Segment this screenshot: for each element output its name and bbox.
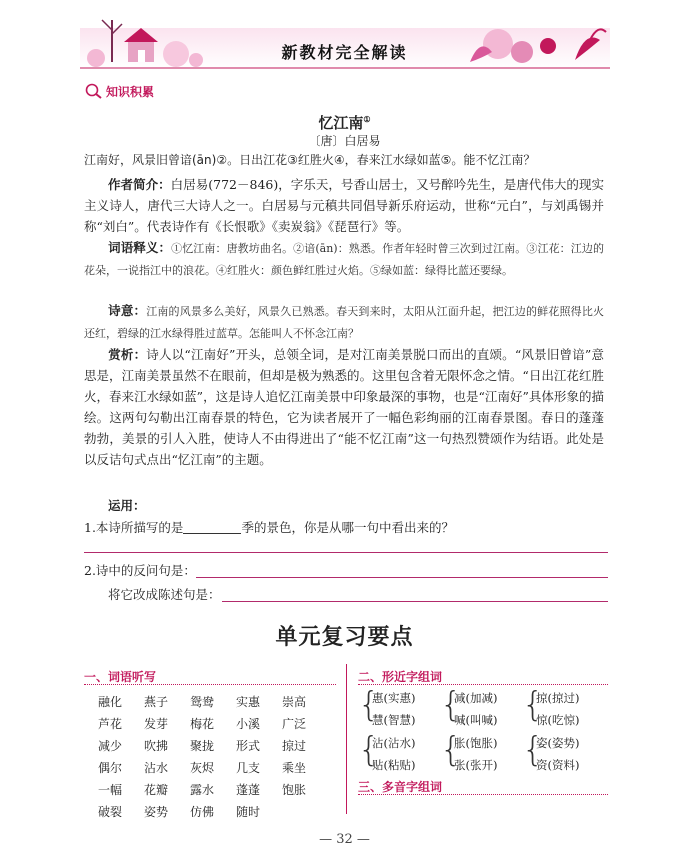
- poem-title-text: 忆江南: [318, 114, 364, 132]
- vocab-word: 崇高: [282, 694, 307, 709]
- vocab-word: 乘坐: [282, 760, 307, 775]
- vocab-divider: [84, 684, 336, 685]
- magnifier-icon: [84, 82, 104, 100]
- shape-word: 喊(叫喊): [454, 713, 498, 727]
- vocab-word: 形式: [236, 738, 261, 753]
- section-tag: [84, 82, 154, 100]
- poem-note-mark: ①: [363, 114, 371, 124]
- polyphone-divider: [358, 794, 608, 795]
- polyphone-heading: 三、多音字组词: [358, 780, 443, 794]
- vocab-heading: 一、词语听写: [84, 670, 157, 684]
- shape-heading: 二、形近字组词: [358, 670, 443, 684]
- question-1-part-b: 季的景色，你是从哪一句中看出来的？: [241, 520, 454, 535]
- brace-icon: {: [440, 730, 462, 770]
- shape-word: 沾(沾水): [372, 736, 416, 750]
- shape-word: 贴(粘贴): [372, 758, 416, 772]
- shape-word: 惠(实惠): [372, 691, 416, 705]
- shape-word: 姿(姿势): [536, 736, 580, 750]
- vocab-row: [98, 712, 328, 734]
- vocab-row: [98, 800, 328, 822]
- appreciation: [84, 344, 604, 470]
- vocab-word: 融化: [98, 694, 123, 709]
- shape-pair: [372, 735, 415, 773]
- vocab-word: 偶尔: [98, 760, 123, 775]
- question-2: 2.诗中的反问句是：: [84, 563, 196, 578]
- vocab-word: 花瓣: [144, 782, 169, 797]
- brace-icon: {: [358, 685, 380, 725]
- page-number: — 32 —: [319, 832, 370, 847]
- shape-pair: [536, 735, 579, 773]
- vocab-word: 鸳鸯: [190, 694, 215, 709]
- vocab-word: 芦花: [98, 716, 123, 731]
- author-intro-text: 白居易(772－846)，字乐天，号香山居士，又号醉吟先生，是唐代伟大的现实主义诗人，唐代三大诗人之一。白居易与元稹共同倡导新乐府运动，世称“元白”，与刘禹锡并称“刘白”。代表诗作有《长恨歌》《卖炭翁》《琵琶行》等。: [84, 177, 604, 234]
- vocab-word: 减少: [98, 738, 123, 753]
- vocab-row: [98, 690, 328, 712]
- exercise-label: 运用：: [108, 498, 146, 513]
- section-label: 知识积累: [106, 84, 155, 99]
- vocab-word: 灰烬: [190, 760, 215, 775]
- brace-icon: {: [522, 685, 544, 725]
- author-intro: [84, 174, 604, 237]
- vocab-word: 破裂: [98, 804, 123, 819]
- vocab-word: 实惠: [236, 694, 261, 709]
- vocab-row: [98, 778, 328, 800]
- vocab-word: 仿佛: [190, 804, 215, 819]
- vocab-row: [98, 756, 328, 778]
- shape-word: 掠(掠过): [536, 691, 580, 705]
- author-intro-label: 作者简介：: [108, 177, 171, 192]
- vocab-word: 饱胀: [282, 782, 307, 797]
- vocab-word: 几支: [236, 760, 261, 775]
- book-title: 新教材完全解读: [281, 43, 408, 62]
- header-banner: [0, 0, 689, 78]
- vocab-word: 掠过: [282, 738, 307, 753]
- appreciation-label: 赏析：: [108, 347, 147, 362]
- season-blank[interactable]: [183, 521, 241, 534]
- question-2b: 将它改成陈述句是：: [108, 587, 221, 602]
- poem-title: [0, 112, 689, 133]
- banner-decoration: [0, 0, 689, 78]
- shape-word: 资(资料): [536, 758, 580, 772]
- shape-divider: [358, 684, 608, 685]
- vocab-grid: [98, 690, 328, 822]
- shape-word: 胀(饱胀): [454, 736, 498, 750]
- shape-word: 张(张开): [454, 758, 498, 772]
- vocab-word: 发芽: [144, 716, 169, 731]
- vocab-word: 吹拂: [144, 738, 169, 753]
- brace-icon: {: [522, 730, 544, 770]
- shape-pair: [536, 690, 579, 728]
- vocab-word: 燕子: [144, 694, 169, 709]
- answer-line-2[interactable]: [196, 577, 608, 578]
- answer-line-3[interactable]: [222, 601, 608, 602]
- translation: [84, 300, 604, 344]
- shape-word: 惊(吃惊): [536, 713, 580, 727]
- vocab-word: 露水: [190, 782, 215, 797]
- vocab-word: 聚拢: [190, 738, 215, 753]
- vocab-word: 梅花: [190, 716, 215, 731]
- vocab-word: 小溪: [236, 716, 261, 731]
- appreciation-text: 诗人以“江南好”开头，总领全词，是对江南美景脱口而出的直颂。“风景旧曾谙”意思是，江南美景虽然不在眼前，但却是极为熟悉的。这里包含着无限怀念之情。“日出江花红胜火，春来江水绿如蓝”，这是诗人追忆江南美景中印象最深的事物，也是“江南好”具体形象的描绘。这两句勾勒出江南春景的特色，它为读者展开了一幅色彩绚丽的江南春景图。春日的蓬蓬勃勃，美景的引人入胜，使诗人不由得进出了“能不忆江南”这一句热烈赞颂作为结语。此处是以反诘句式点出“忆江南”的主题。: [84, 347, 604, 467]
- vocab-word: 随时: [236, 804, 261, 819]
- review-title: 单元复习要点: [275, 625, 414, 650]
- vocab-word: 蓬蓬: [236, 782, 261, 797]
- vocab-word: 沾水: [144, 760, 169, 775]
- question-1-part-a: 1.本诗所描写的是: [84, 520, 184, 535]
- vocab-word: 一幅: [98, 782, 123, 797]
- shape-pair: [372, 690, 415, 728]
- vocab-row: [98, 734, 328, 756]
- column-divider: [346, 664, 347, 814]
- brace-icon: {: [440, 685, 462, 725]
- shape-word: 慧(智慧): [372, 713, 416, 727]
- poem-author: 〔唐〕白居易: [308, 134, 381, 148]
- brace-icon: {: [358, 730, 380, 770]
- shape-word: 减(加减): [454, 691, 498, 705]
- poem-text: 江南好，风景旧曾谙(ān)②。日出江花③红胜火④，春来江水绿如蓝⑤。能不忆江南？: [84, 153, 536, 167]
- translation-label: 诗意：: [108, 303, 147, 318]
- glossary-text: ①忆江南：唐教坊曲名。②谙(ān)：熟悉。作者年轻时曾三次到过江南。③江花：江边的花朵，一说指江中的浪花。④红胜火：颜色鲜红胜过火焰。⑤绿如蓝：绿得比蓝还要绿。: [84, 242, 604, 277]
- glossary-label: 词语释义：: [108, 240, 172, 255]
- shape-pair: [454, 690, 497, 728]
- translation-text: 江南的风景多么美好，风景久已熟悉。春天到来时，太阳从江面升起，把江边的鲜花照得比火还红，碧绿的江水绿得胜过蓝草。怎能叫人不怀念江南？: [84, 305, 604, 340]
- question-1: [84, 518, 454, 536]
- vocab-word: 姿势: [144, 804, 169, 819]
- answer-line-1[interactable]: [84, 552, 608, 553]
- shape-pair: [454, 735, 497, 773]
- vocab-word: 广泛: [282, 716, 307, 731]
- glossary: [84, 237, 604, 281]
